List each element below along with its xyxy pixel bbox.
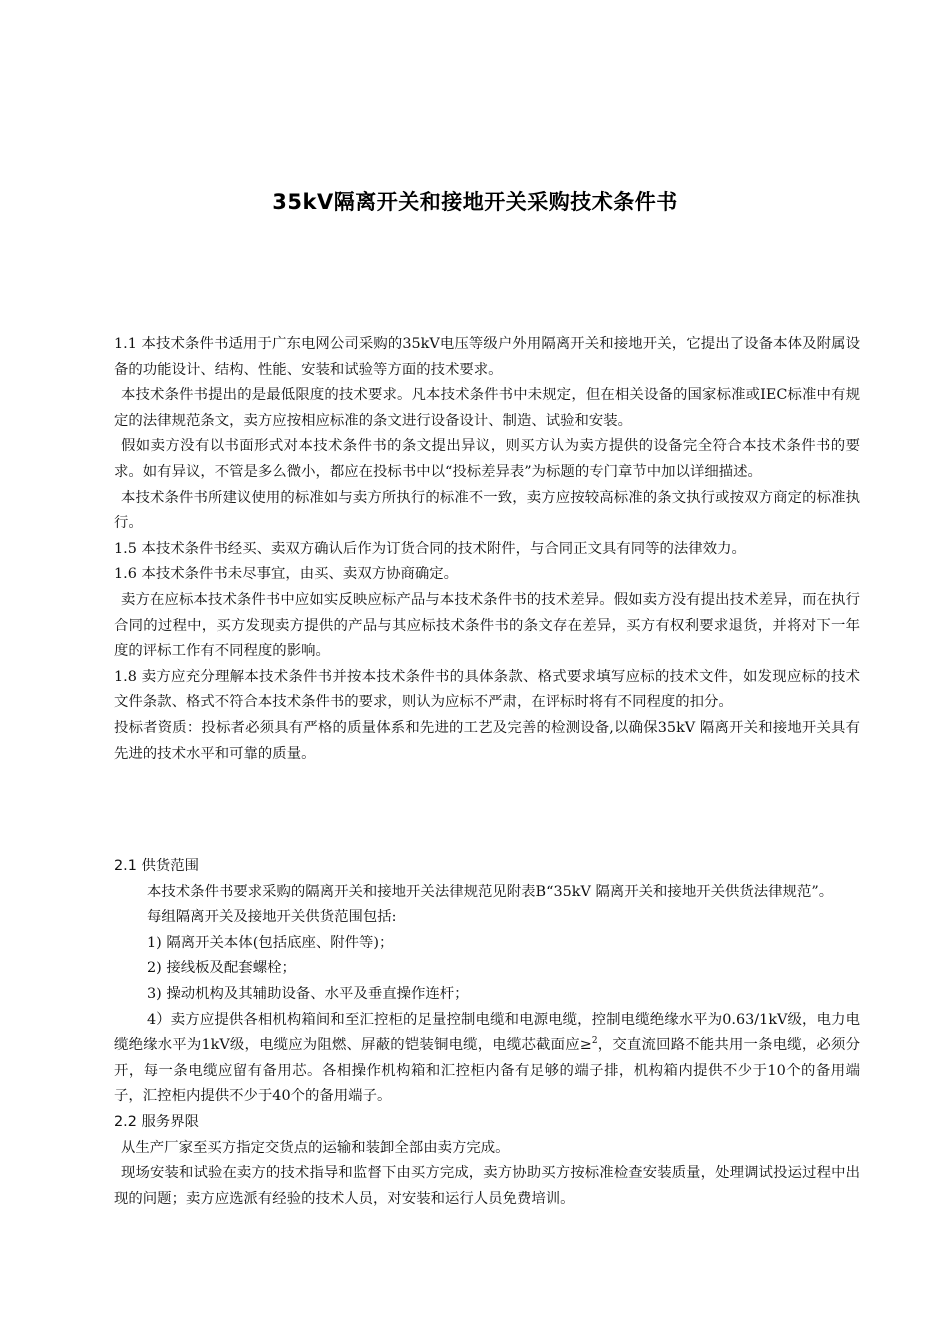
clause-1-7: 卖方在应标本技术条件书中应如实反映应标产品与本技术条件书的技术差异。假如卖方没有提出技术差异，而在执行合同的过程中，买方发现卖方提供的产品与其应标技术条件书的条文存在差异，买方有权利要求退货，并将对下一年度的评标工作有不同程度的影响。 (114, 591, 860, 660)
service-boundary-transport: 从生产厂家至买方指定交货点的运输和装卸全部由卖方完成。 (121, 1139, 510, 1156)
supply-scope-paragraph: 本技术条件书要求采购的隔离开关和接地开关法律规范见附表B“35kV 隔离开关和接地开关供货法律规范”。 (147, 883, 834, 900)
clause-1-1: 1.1 本技术条件书适用于广东电网公司采购的35kV电压等级户外用隔离开关和接地开关，它提出了设备本体及附属设备的功能设计、结构、性能、安装和试验等方面的技术要求。 (114, 336, 860, 378)
service-boundary-installation: 现场安装和试验在卖方的技术指导和监督下由买方完成，卖方协助买方按标准检查安装质量，处理调试投运过程中出现的问题；卖方应选派有经验的技术人员，对安装和运行人员免费培训。 (114, 1165, 860, 1207)
supply-item-2: 2) 接线板及配套螺栓； (147, 960, 296, 977)
clause-1-5: 1.5 本技术条件书经买、卖双方确认后作为订货合同的技术附件，与合同正文具有同等的法律效力。 (114, 540, 746, 557)
section-2 (114, 854, 860, 1212)
clause-1-2: 本技术条件书提出的是最低限度的技术要求。凡本技术条件书中未规定，但在相关设备的国家标准或IEC标准中有规定的法律规范条文，卖方应按相应标准的条文进行设备设计、制造、试验和安装。 (114, 387, 860, 429)
heading-2-2: 2.2 服务界限 (114, 1113, 200, 1130)
clause-1-8: 1.8 卖方应充分理解本技术条件书并按本技术条件书的具体条款、格式要求填写应标的技术文件，如发现应标的技术文件条款、格式不符合本技术条件书的要求，则认为应标不严肃，在评标时将有不同程度的扣分。 (114, 668, 860, 711)
supply-item-3: 3) 操动机构及其辅助设备、水平及垂直操作连杆； (147, 985, 469, 1002)
supply-item-4-text-b: ，交直流回路不能共用一条电缆，必须分开，每一条电缆应留有备用芯。各相操作机构箱和汇控柜内备有足够的端子排，机构箱内提供不少于10个的备用端子，汇控柜内提供不少于40个的备用端子。 (114, 1037, 860, 1105)
clause-1-3: 假如卖方没有以书面形式对本技术条件书的条文提出异议，则买方认为卖方提供的设备完全符合本技术条件书的要求。如有异议，不管是多么微小，都应在投标书中以“投标差异表”为标题的专门章节中加以详细描述。 (114, 438, 860, 480)
clause-1-4: 本技术条件书所建议使用的标准如与卖方所执行的标准不一致，卖方应按较高标准的条文执行或按双方商定的标准执行。 (114, 489, 860, 532)
bidder-qualification: 投标者资质：投标者必须具有严格的质量体系和先进的工艺及完善的检测设备,以确保35kV 隔离开关和接地开关具有先进的技术水平和可靠的质量。 (114, 719, 860, 762)
document-title: 35kV隔离开关和接地开关采购技术条件书 (272, 190, 678, 214)
supply-scope-intro: 每组隔离开关及接地开关供货范围包括: (147, 909, 397, 926)
clause-1-6: 1.6 本技术条件书未尽事宜，由买、卖双方协商确定。 (114, 566, 459, 583)
supply-item-1: 1) 隔离开关本体(包括底座、附件等)； (147, 934, 394, 951)
supply-item-4 (114, 1008, 860, 1110)
supply-item-4-text-a: 4）卖方应提供各相机构箱间和至汇控柜的足量控制电缆和电源电缆，控制电缆绝缘水平为0.63/1kV级，电力电缆绝缘水平为1kV级，电缆应为阻燃、屏蔽的铠装铜电缆，电缆芯截面应≥ (114, 1011, 860, 1054)
superscript-2: 2 (591, 1036, 598, 1047)
section-1 (114, 332, 860, 767)
heading-2-1: 2.1 供货范围 (114, 858, 200, 874)
